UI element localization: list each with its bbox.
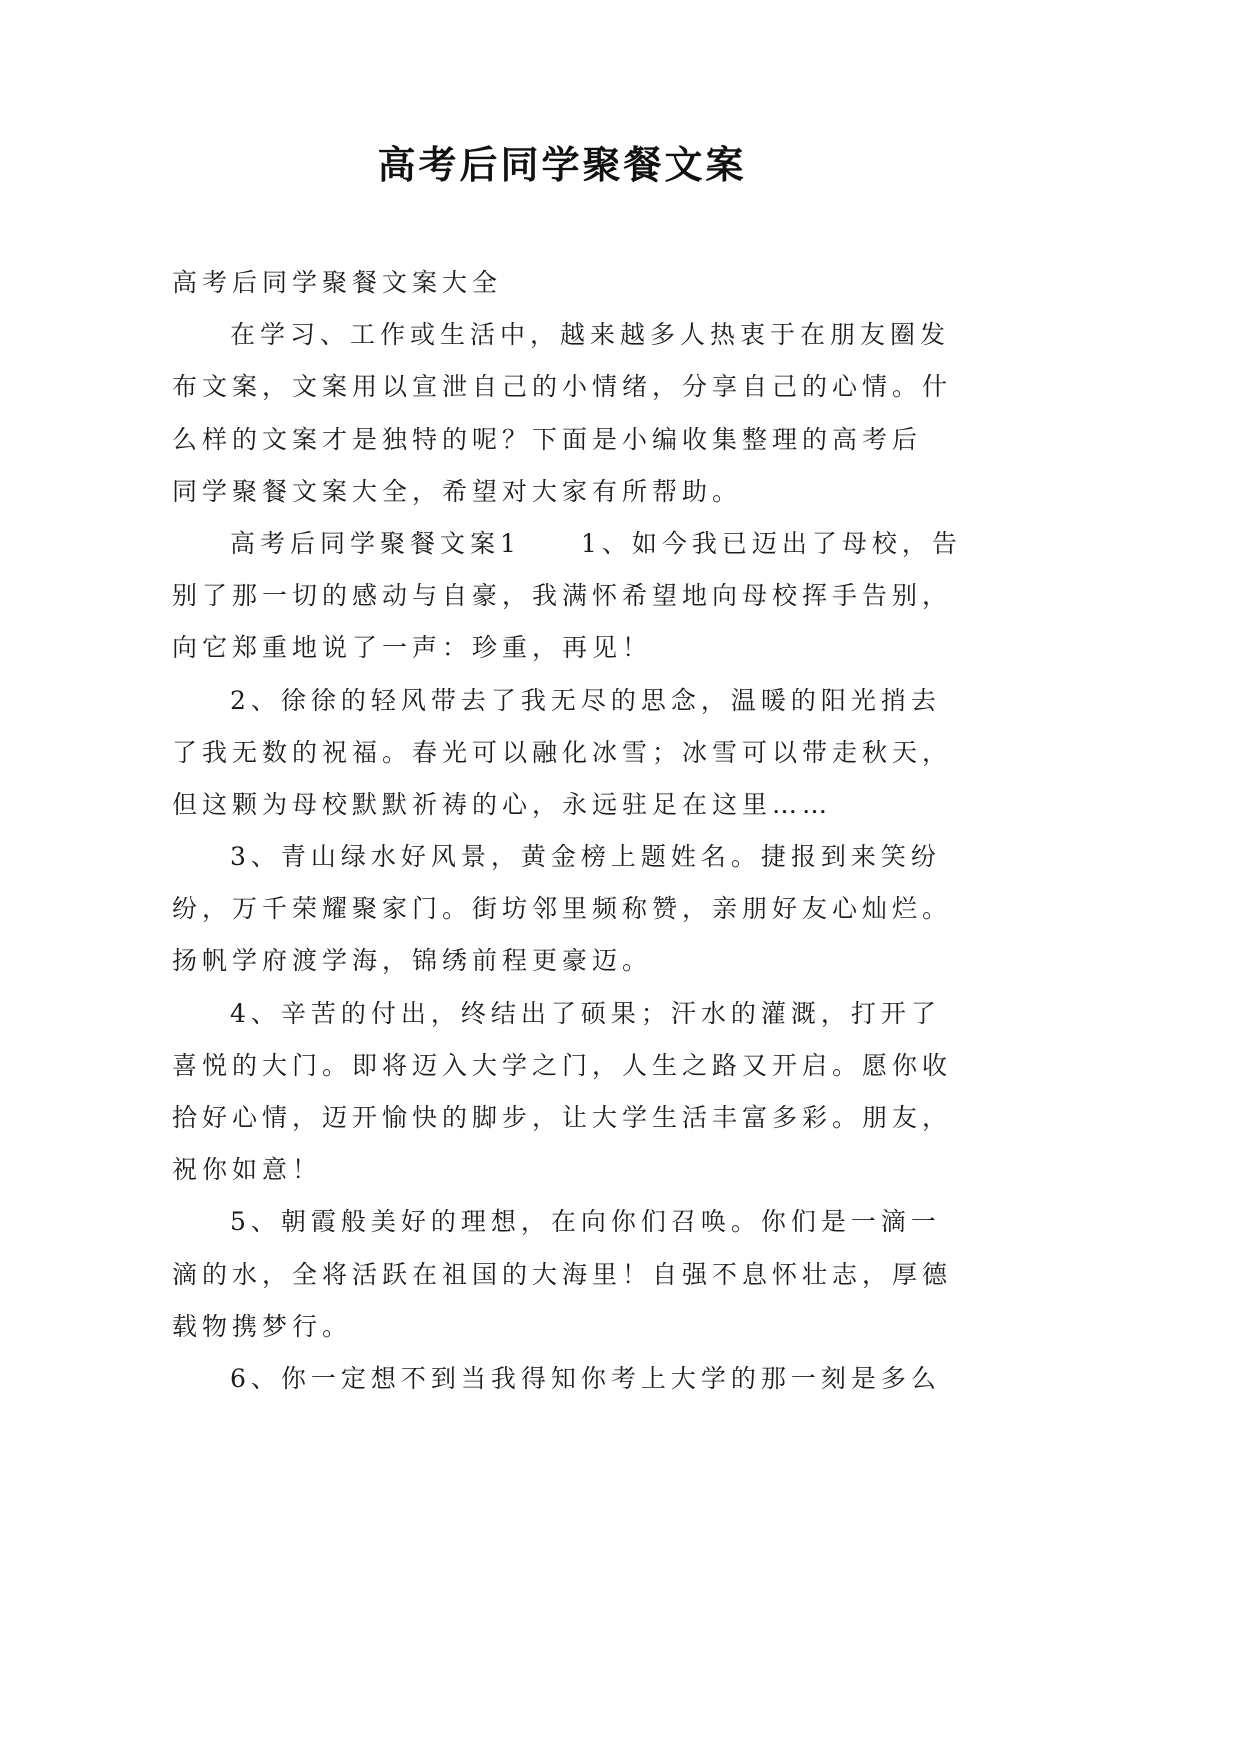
paragraph-line: 别了那一切的感动与自豪，我满怀希望地向母校挥手告别，	[172, 581, 953, 611]
paragraph-line: 3、青山绿水好风景，黄金榜上题姓名。捷报到来笑纷	[230, 842, 941, 872]
paragraph-line: 祝你如意！	[172, 1155, 323, 1185]
document-subtitle: 高考后同学聚餐文案大全	[172, 268, 503, 297]
paragraph-line: 扬帆学府渡学海，锦绣前程更豪迈。	[172, 946, 653, 976]
paragraph-line: 了我无数的祝福。春光可以融化冰雪；冰雪可以带走秋天，	[172, 737, 953, 767]
paragraph-line: 2、徐徐的轻风带去了我无尽的思念，温暖的阳光捎去	[230, 685, 941, 715]
paragraph-line: 布文案，文案用以宣泄自己的小情绪，分享自己的心情。什	[172, 372, 953, 402]
entry-5-paragraph	[172, 1196, 972, 1353]
paragraph-line: 么样的文案才是独特的呢？下面是小编收集整理的高考后	[172, 424, 923, 454]
entry-1-paragraph	[172, 518, 972, 675]
paragraph-line: 6、你一定想不到当我得知你考上大学的那一刻是多么	[230, 1363, 941, 1393]
paragraph-line: 5、朝霞般美好的理想，在向你们召唤。你们是一滴一	[230, 1207, 941, 1237]
paragraph-line: 滴的水，全将活跃在祖国的大海里！自强不息怀壮志，厚德	[172, 1259, 953, 1289]
entry-4-paragraph	[172, 988, 972, 1197]
paragraph-line: 但这颗为母校默默祈祷的心，永远驻足在这里……	[172, 789, 833, 819]
paragraph-line: 纷，万千荣耀聚家门。街坊邻里频称赞，亲朋好友心灿烂。	[172, 894, 953, 924]
document-title: 高考后同学聚餐文案	[377, 142, 747, 187]
paragraph-line: 4、辛苦的付出，终结出了硕果；汗水的灌溉，打开了	[230, 998, 941, 1028]
entry-3-paragraph	[172, 831, 972, 988]
paragraph-line: 载物携梦行。	[172, 1311, 353, 1341]
paragraph-line: 在学习、工作或生活中，越来越多人热衷于在朋友圈发	[230, 320, 951, 350]
paragraph-line: 拾好心情，迈开愉快的脚步，让大学生活丰富多彩。朋友，	[172, 1103, 953, 1132]
paragraph-line: 喜悦的大门。即将迈入大学之门，人生之路又开启。愿你收	[172, 1050, 953, 1080]
entry-6-paragraph	[172, 1353, 972, 1405]
paragraph-line: 向它郑重地说了一声：珍重，再见！	[172, 633, 653, 663]
paragraph-line: 高考后同学聚餐文案1 1、如今我已迈出了母校，告	[230, 528, 962, 558]
document-body	[172, 257, 972, 1405]
paragraph-line: 同学聚餐文案大全，希望对大家有所帮助。	[172, 476, 743, 506]
entry-2-paragraph	[172, 675, 972, 832]
intro-paragraph	[172, 309, 972, 518]
